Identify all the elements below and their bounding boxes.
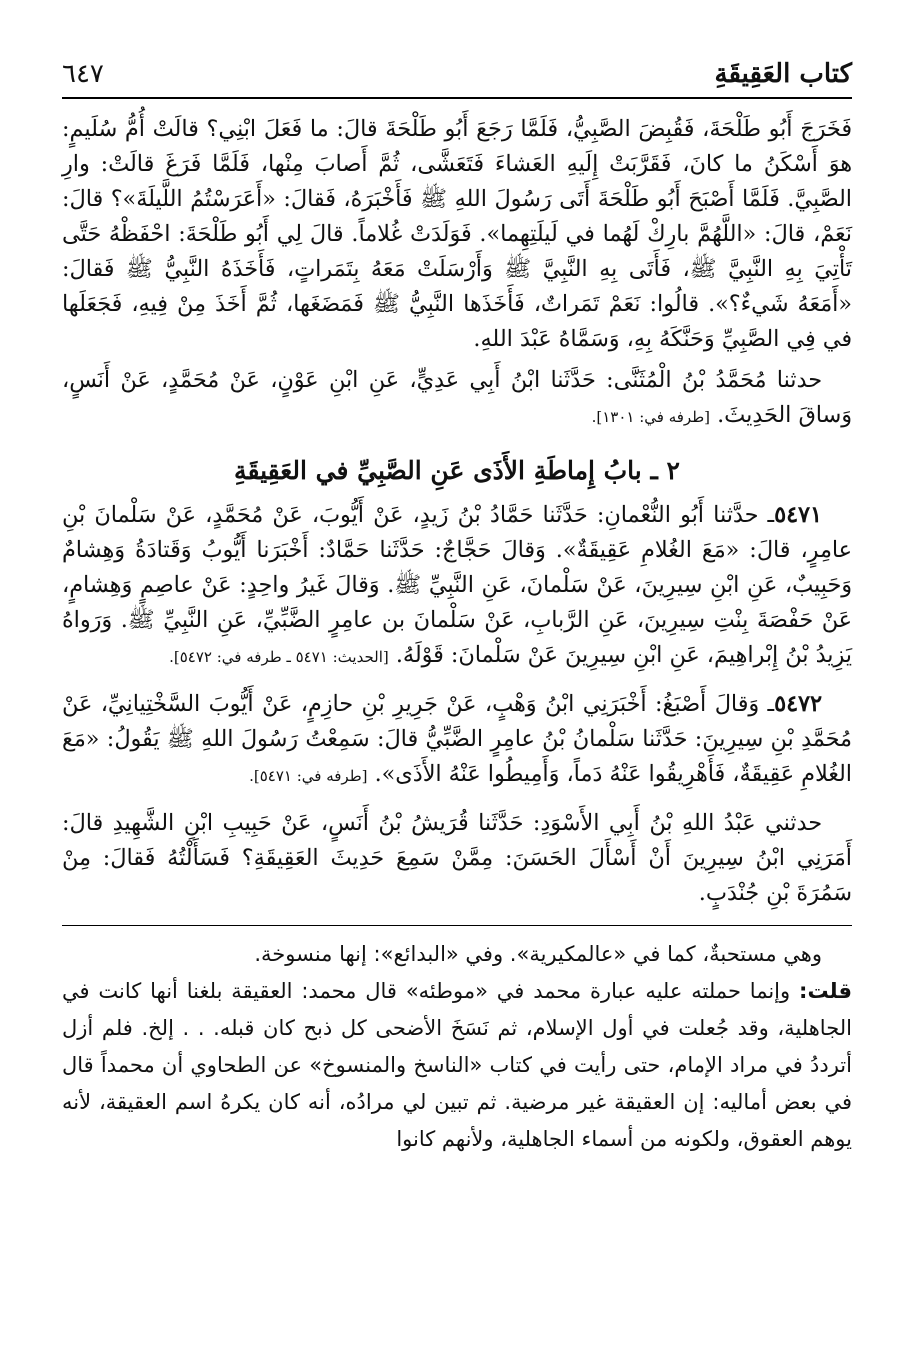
hadith-5471 (62, 498, 852, 675)
page-content (62, 112, 852, 1158)
hadith-number: ٥٤٧١ (774, 502, 822, 528)
cross-reference: [الحديث: ٥٤٧١ ـ طرفه في: ٥٤٧٢]. (169, 648, 389, 666)
hadith-number: ٥٤٧٢ (774, 691, 822, 717)
cross-reference: [طرفه في: ١٣٠١]. (591, 408, 710, 426)
commentary-text: وإنما حملته عليه عبارة محمد في «موطئه» قال محمد: العقيقة بلغنا أنها كانت في الجاهلية، وقد جُعلت في أول الإسلام، ثم نَسَخَ الأضحى كل ذبح كان قبله. . . إلخ. فلم أزل أترددُ في مراد الإمام، حتى رأيت في كتاب «الناسخ والمنسوخ» عن الطحاوي أن محمداً قال في بعض أماليه: إن العقيقة غير مرضية. ثم تبين لي مرادُه، أنه كان يكرهُ اسم العقيقة، لأنه يوهم العقوق، ولكونه من أسماء الجاهلية، ولأنهم كانوا (62, 979, 852, 1151)
page-number: ٦٤٧ (62, 59, 104, 89)
book-title: كتاب العَقِيقَةِ (714, 59, 852, 89)
header-rule (62, 97, 852, 99)
hadith-text: ـ حدَّثنا أَبُو النُّعْمانِ: حَدَّثَنا حَمَّادُ بْنُ زَيدٍ، عَنْ أَيُّوبَ، عَنْ مُحَمَّدٍ، عَنْ سَلْمانَ بْنِ عامِرٍ، قالَ: «مَعَ الغُلامِ عَقِيقَةٌ». وَقالَ حَجَّاجٌ: حَدَّثَنا حَمَّادٌ: أَخْبَرَنا أَيُّوبُ وَقَتادَةُ وَهِشامٌ وَحَبِيبٌ، عَنِ ابْنِ سِيرِينَ، عَنْ سَلْمانَ، عَنِ النَّبِيِّ ﷺ. وَقالَ غَيرُ واحِدٍ: عَنْ عاصِمٍ وَهِشامٍ، عَنْ حَفْصَةَ بِنْتِ سِيرِينَ، عَنِ الرَّبابِ، عَنْ سَلْمانَ بن عامِرٍ الضَّبِّيِّ، عَنِ النَّبِيِّ ﷺ. وَرَواهُ يَزِيدُ بْنُ إِبْراهِيمَ، عَنِ ابْنِ سِيرِينَ عَنْ سَلْمانَ: قَوْلَهُ. (62, 502, 852, 668)
hadith-continuation: فَخَرَجَ أَبُو طَلْحَةَ، فَقُبِضَ الصَّبِيُّ، فَلَمَّا رَجَعَ أَبُو طَلْحَةَ قالَ: ما فَعَلَ ابْنِي؟ قالَتْ أُمُّ سُلَيمٍ: هوَ أَسْكَنُ ما كانَ، فَقَرَّبَتْ إِلَيهِ العَشاءَ فَتَعَشَّى، ثُمَّ أَصابَ مِنْها، فَلَمَّا فَرَغَ قالَتْ: وارِ الصَّبِيَّ. فَلَمَّا أَصْبَحَ أَبُو طَلْحَةَ أَتَى رَسُولَ اللهِ ﷺ فَأَخْبَرَهُ، فَقالَ: «أَعَرَسْتُمُ اللَّيلَةَ»؟ قالَ: نَعَمْ، قالَ: «اللَّهُمَّ بارِكْ لَهُما في لَيلَتِهِما». فَوَلَدَتْ غُلاماً. قالَ لِي أَبُو طَلْحَةَ: احْفَظْهُ حَتَّى تَأْتِيَ بِهِ النَّبِيَّ ﷺ، فَأَتَى بِهِ النَّبِيَّ ﷺ وَأَرْسَلَتْ مَعَهُ بِتَمَراتٍ، فَأَخَذَهُ النَّبِيُّ ﷺ فَقالَ: «أَمَعَهُ شَيءٌ؟». قالُوا: نَعَمْ تَمَراتٌ، فَأَخَذَها النَّبِيُّ ﷺ فَمَضَغَها، ثُمَّ أَخَذَ مِنْ فِيهِ، فَجَعَلَها في فِي الصَّبِيِّ وَحَنَّكَهُ بِهِ، وَسَمَّاهُ عَبْدَ اللهِ. (62, 116, 852, 352)
commentary-paragraph (62, 973, 852, 1158)
cross-reference: [طرفه في: ٥٤٧١]. (249, 767, 368, 785)
hadith-paragraph: حدثني عَبْدُ اللهِ بْنُ أَبِي الأَسْوَدِ: حَدَّثَنا قُرَيشُ بْنُ أَنَسٍ، عَنْ حَبِيبِ ابْنِ الشَّهِيدِ قالَ: أَمَرَنِي ابْنُ سِيرِينَ أَنْ أَسْأَلَ الحَسَنَ: مِمَّنْ سَمِعَ حَدِيثَ العَقِيقَةِ؟ فَسَأَلْتُهُ فَقالَ: مِنْ سَمُرَةَ بْنِ جُنْدَبٍ. (62, 810, 852, 906)
chapter-heading: ٢ ـ بابُ إِماطَةِ الأَذَى عَنِ الصَّبِيِّ في العَقِيقَةِ (234, 456, 680, 485)
commentary-line: وهي مستحبةٌ، كما في «عالمكيرية». وفي «البدائع»: إنها منسوخة. (254, 942, 822, 966)
commentary-label: قلت: (799, 979, 852, 1003)
hadith-5472 (62, 687, 852, 794)
footnote-divider (62, 925, 852, 926)
commentary (62, 936, 852, 1158)
hadith-text: حدثنا مُحَمَّدُ بْنُ الْمُثَنَّى: حَدَّثَنا ابْنُ أَبِي عَدِيٍّ، عَنِ ابْنِ عَوْنٍ، عَنْ مُحَمَّدٍ، عَنْ أَنَسٍ، وَساقَ الحَدِيثَ. (62, 367, 852, 428)
page-header (62, 52, 852, 96)
hadith-text: ـ وَقالَ أَصْبَغُ: أَخْبَرَنِي ابْنُ وَهْبٍ، عَنْ جَرِيرِ بْنِ حازِمٍ، عَنْ أَيُّوبَ السَّخْتِيانِيِّ، عَنْ مُحَمَّدِ بْنِ سِيرِينَ: حَدَّثَنا سَلْمانُ بْنُ عامِرٍ الضَّبِّيُّ قالَ: سَمِعْتُ رَسُولَ اللهِ ﷺ يَقُولُ: «مَعَ الغُلامِ عَقِيقَةٌ، فَأَهْرِيقُوا عَنْهُ دَماً، وَأَمِيطُوا عَنْهُ الأَذَى». (62, 691, 852, 787)
hadith-paragraph (62, 363, 852, 435)
